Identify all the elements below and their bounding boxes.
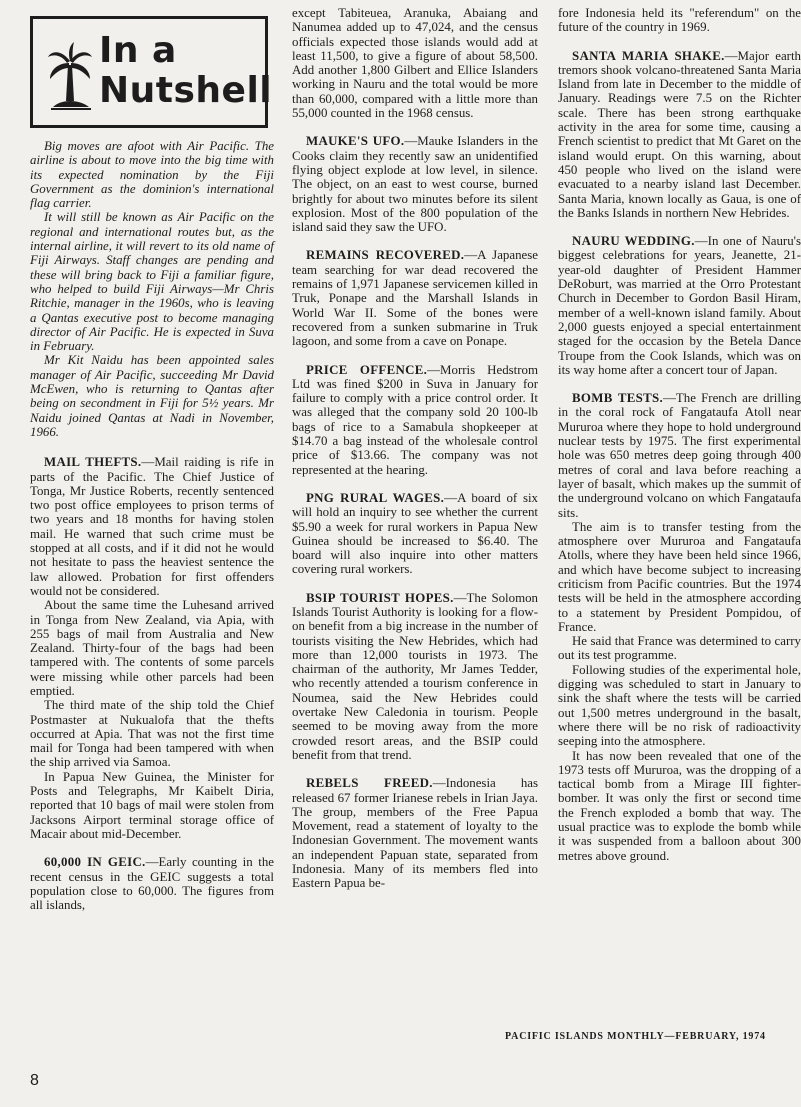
column-3 bbox=[558, 6, 801, 877]
article-paragraph: The aim is to transfer testing from the atmosphere over Mururoa and Fangataufa Atolls, where they have been held since 1966, and which have become subject to increasing criticism from Pacific countries. But the 1974 tests will be held in the atmosphere according to a statement by President Pompidou, of France. bbox=[558, 519, 801, 634]
article-bsip-tourist-hopes bbox=[292, 591, 538, 763]
logo-title-line-2: Nutshell bbox=[99, 70, 273, 111]
article-body: —Mauke Islanders in the Cooks claim they recently saw an unidentified flying object explode at low level, in silence. The object, on an east to west course, burned brightly for about two minutes before its silent explosion. Most of the 800 population of the island said they saw the UFO. bbox=[292, 134, 538, 235]
article-body: —Mail raiding is rife in parts of the Pacific. The Chief Justice of Tonga, Mr Justice Roberts, recently sentenced two post office employees to prison terms of two years and 18 months for having stolen mail. He warned that such crime must be stopped at all costs, and if it did not he would not hesitate to pass the heaviest sentence the law allowed. Probation for first offenders would not be considered. bbox=[30, 455, 275, 598]
article-heading: MAIL THEFTS. bbox=[44, 455, 142, 470]
article-bomb-tests bbox=[558, 391, 801, 863]
intro-paragraph: Big moves are afoot with Air Pacific. The airline is about to move into the big time with its expected nomination by the Fiji Government as the dominion's international flag carrier. bbox=[30, 139, 274, 211]
article-rebels-freed bbox=[292, 776, 538, 890]
article-heading: REMAINS RECOVERED. bbox=[306, 248, 465, 263]
column-2 bbox=[292, 6, 538, 905]
article-paragraph: The third mate of the ship told the Chief Postmaster at Nukualofa that the thefts occurred at Apia. That was not the first time mail for Tonga had been tampered with when the ship arrived via Samoa. bbox=[30, 698, 274, 770]
article-body: —A Japanese team searching for war dead recovered the remains of 1,971 Japanese servicemen killed in Truk, Ponape and the Marshall Islands in World War II. Some of the bones were recovered from a sunken submarine in Truk lagoon, and some from a cave on Ponape. bbox=[292, 248, 538, 349]
article-heading: PNG RURAL WAGES. bbox=[306, 490, 445, 505]
article-png-rural-wages bbox=[292, 491, 538, 577]
article-heading: SANTA MARIA SHAKE. bbox=[572, 48, 725, 63]
article-mauke-ufo bbox=[292, 134, 538, 234]
article-remains-recovered bbox=[292, 248, 538, 348]
article-paragraph: In Papua New Guinea, the Minister for Posts and Telegraphs, Mr Kaibelt Diria, reported that 10 bags of mail were stolen from Jacksons Airport terminal storage office of Macair about mid-December. bbox=[30, 769, 274, 841]
palm-tree-icon bbox=[47, 41, 93, 111]
article-heading: REBELS FREED. bbox=[306, 776, 433, 791]
article-paragraph: About the same time the Luhesand arrived in Tonga from New Zealand, via Apia, with 255 bags of mail from Australia and New Zealand. Thirty-four of the bags had been tampered with. The contents of some parcels were missing while other parcels had been emptied. bbox=[30, 598, 274, 698]
article-body: —In one of Nauru's biggest celebrations for years, Jeanette, 21-year-old daughter of President Hammer DeRoburt, was married at the Orro Protestant Church in December to Gordon Basil Hiram, member of a well-known island family. About 2,000 guests enjoyed a special entertainment staged for the occasion by the Betela Dance Troupe from the Cook Islands, which was on its way home after a concert tour of Japan. bbox=[558, 234, 801, 377]
article-price-offence bbox=[292, 363, 538, 477]
article-heading: 60,000 IN GEIC. bbox=[44, 855, 146, 870]
article-body: —Morris Hedstrom Ltd was fined $200 in Suva in January for failure to comply with a price control order. It was alleged that the company sold 20 100-lb bags of rice to a Samabula shopkeeper at $14.70 a bag instead of the wholesale control price of $13.66. The company was not represented at the hearing. bbox=[292, 362, 539, 477]
article-body: —The Solomon Islands Tourist Authority is looking for a flow-on benefit from a big increase in the number of tourists visiting the New Hebrides, which had more than 12,000 tourists in 1973. The chairman of the authority, Mr James Tedder, who recently attended a tourism conference in Noumea, said the New Hebrides could overtake New Caledonia in tourism. People seemed to be moving away from the more crowded resort areas, and the BSIP could benefit from that trend. bbox=[292, 590, 538, 762]
article-body: —A board of six will hold an inquiry to see whether the current $5.90 a week for rural workers in Papua New Guinea should be increased to $6.40. The board will also inquire into other matters covering rural workers. bbox=[292, 490, 538, 577]
page-footer: PACIFIC ISLANDS MONTHLY—FEBRUARY, 1974 bbox=[505, 1031, 766, 1042]
article-heading: PRICE OFFENCE. bbox=[306, 362, 428, 377]
article-heading: BOMB TESTS. bbox=[572, 391, 663, 406]
article-paragraph: He said that France was determined to carry out its test programme. bbox=[558, 634, 801, 663]
article-paragraph: except Tabiteuea, Aranuka, Abaiang and Nanumea added up to 47,024, and the census officials expected those islands would add at least 11,500, to give a figure of about 58,500. Add another 1,800 Gilbert and Ellice Islanders working in Nauru and the total would be more than 60,000, compared with a little more than 55,000 counted in the 1968 census. bbox=[292, 6, 538, 121]
article-paragraph: It has now been revealed that one of the 1973 tests off Mururoa, was the dropping of a tactical bomb from a Mirage III fighter-bomber. It was only the first or second time the French exploded a bomb that way. The usual practice was to explode the bomb while it was suspended from a balloon about 300 metres above ground. bbox=[558, 748, 801, 863]
article-heading: MAUKE'S UFO. bbox=[306, 134, 405, 149]
article-paragraph: Following studies of the experimental hole, digging was scheduled to start in January to sink the shaft where the tests will be carried out 1,500 metres underground in the basalt, where there will be no risk of radioactivity seeping into the atmosphere. bbox=[558, 662, 801, 749]
article-geic bbox=[30, 855, 274, 912]
article-body: —Early counting in the recent census in the GEIC suggests a total population close to 60,000. The figures from all islands, bbox=[30, 855, 274, 913]
logo-title-line-1: In a bbox=[99, 30, 177, 71]
article-mail-thefts bbox=[30, 455, 274, 841]
nutshell-logo bbox=[30, 16, 273, 128]
article-santa-maria-shake bbox=[558, 49, 801, 221]
article-paragraph: fore Indonesia held its "referendum" on the future of the country in 1969. bbox=[558, 6, 801, 35]
intro-paragraph: It will still be known as Air Pacific on the regional and international routes but, as the internal airline, it will revert to its old name of Fiji Airways. Staff changes are pending and these will bring back to Fiji a familiar figure, who helped to build Fiji Airways—Mr Chris Ritchie, manager in the 1960s, who is leaving a Qantas executive post to become managing director of Air Pacific. He is expected in Suva in February. bbox=[30, 210, 274, 354]
article-rebels-continued bbox=[558, 6, 801, 35]
intro-paragraph: Mr Kit Naidu has been appointed sales manager of Air Pacific, succeeding Mr David McEwen, who is returning to Qantas after being on secondment in Fiji for 5½ years. Mr Naidu joined Qantas at Nadi in November, 1966. bbox=[30, 353, 274, 439]
article-nauru-wedding bbox=[558, 234, 801, 377]
intro-section bbox=[30, 139, 274, 439]
article-geic-continued bbox=[292, 6, 538, 120]
page-number: 8 bbox=[30, 1072, 39, 1089]
article-heading: BSIP TOURIST HOPES. bbox=[306, 590, 454, 605]
article-heading: NAURU WEDDING. bbox=[572, 234, 695, 249]
article-body: —The French are drilling in the coral rock of Fangataufa Atoll near Mururoa where they hope to hold underground nuclear tests by 1975. The first experimental hole was 650 metres deep going through 400 metres of coral and lava before reaching a layer of basalt, which makes up the summit of the underground volcano on which Fangataufa sits. bbox=[558, 391, 801, 520]
article-body: —Major earth tremors shook volcano-threatened Santa Maria Island from late in December to the middle of January. Readings were 7.5 on the Richter scale. There has been strong earthquake activity in the area for some time, causing a French scientist to predict that Mt Garet on the island would erupt. On this warning, about 450 people who lived on the island were evacuated to a nearby island last December. Santa Maria, known locally as Gaua, is one of the Banks Islands in northern New Hebrides. bbox=[558, 48, 801, 220]
article-body: —Indonesia has released 67 former Irianese rebels in Irian Jaya. The group, members of the Free Papua Movement, read a statement of loyalty to the Indonesian Government. The movement wants an independent Papuan state, separated from Indonesia. Many of its members fled into Eastern Papua be- bbox=[292, 776, 538, 891]
column-1 bbox=[30, 6, 274, 926]
